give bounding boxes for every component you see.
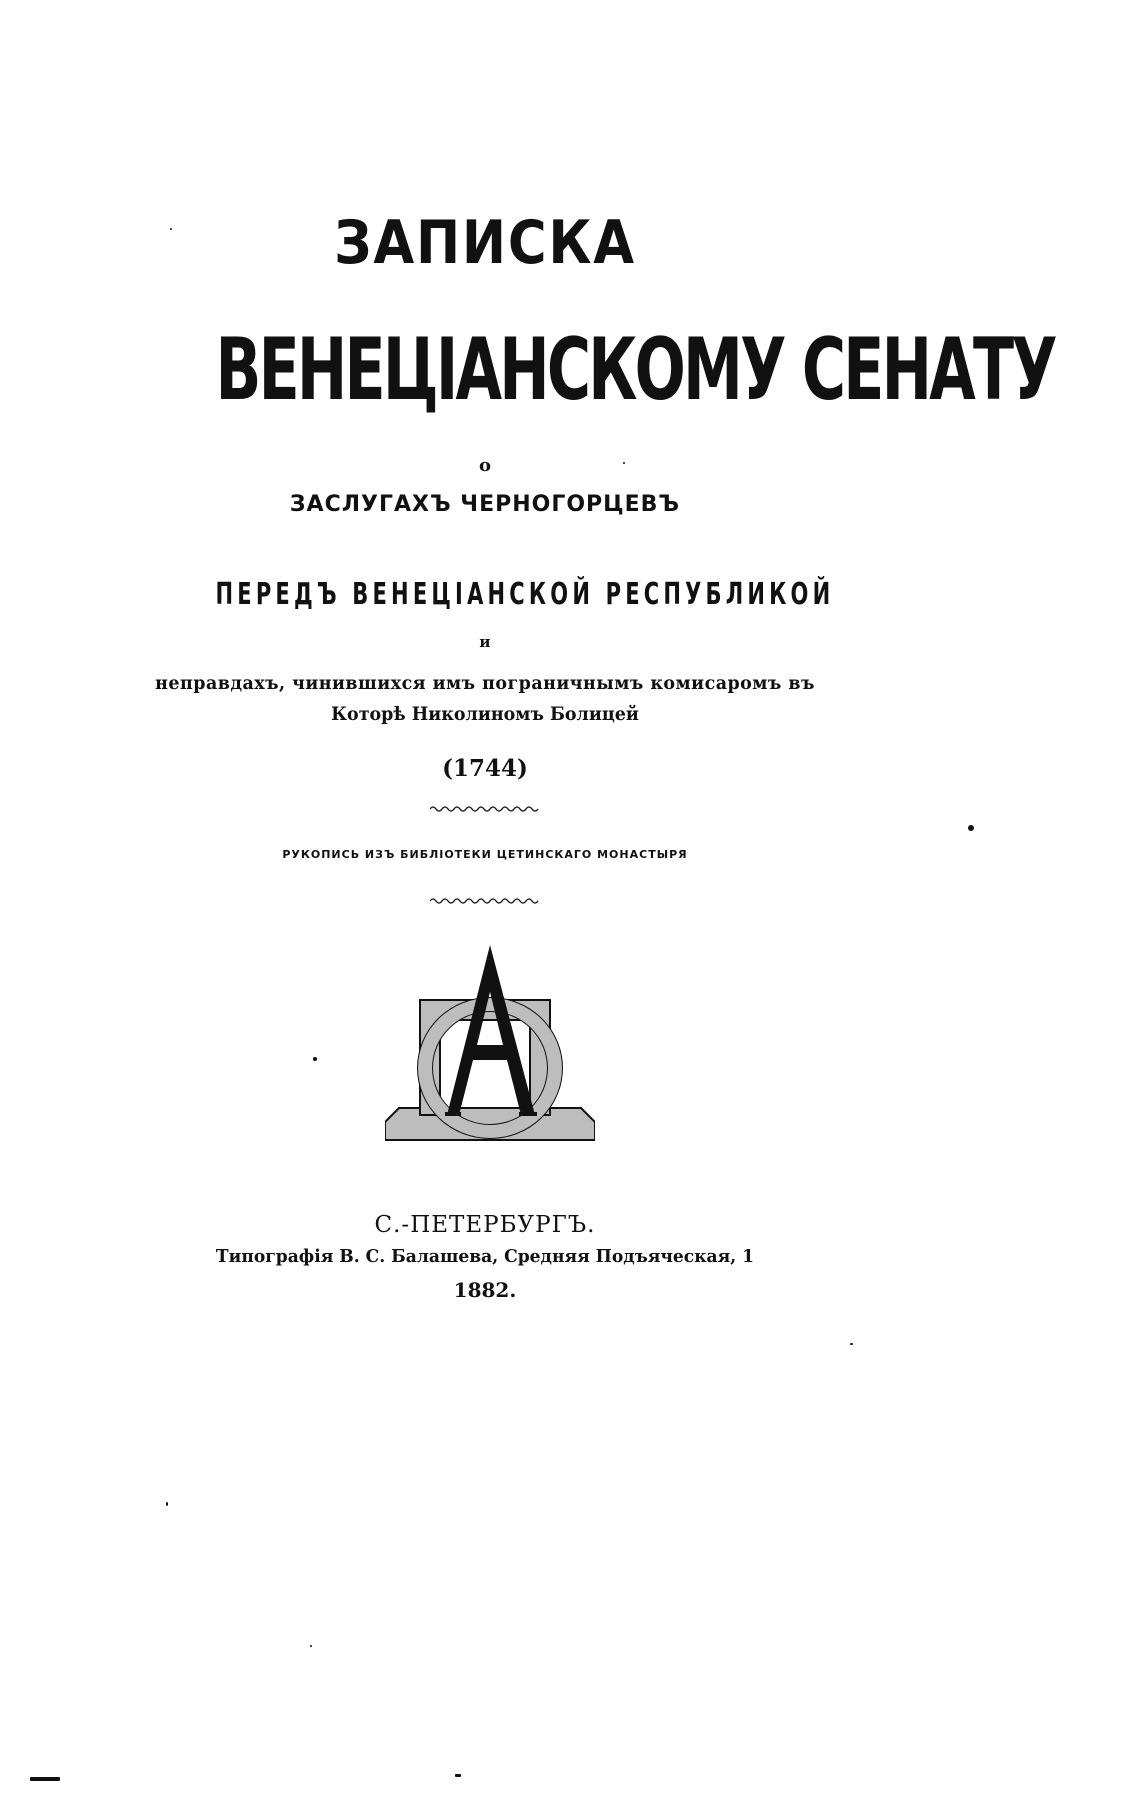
imprint-year: 1882. bbox=[453, 1278, 517, 1302]
connector-i: и bbox=[479, 633, 491, 651]
title-line-1: ЗАПИСКА bbox=[334, 208, 636, 278]
scan-speck bbox=[310, 1645, 312, 1647]
source-note: РУКОПИСЬ ИЗЪ БИБЛІОТЕКИ ЦЕТИНСКАГО МОНАСТЫРЯ bbox=[282, 848, 688, 861]
scan-speck bbox=[313, 1057, 317, 1061]
year: (1744) bbox=[442, 755, 528, 782]
imprint-printer: Типографія В. С. Балашева, Средняя Подъяческая, 1 bbox=[215, 1246, 755, 1267]
scan-speck bbox=[455, 1774, 461, 1777]
scan-speck bbox=[166, 1502, 168, 1506]
wavy-rule-1 bbox=[430, 805, 540, 813]
scan-speck bbox=[850, 1343, 853, 1345]
connector-o: о bbox=[478, 455, 491, 476]
title-line-2: ВЕНЕЦІАНСКОМУ СЕНАТУ bbox=[215, 320, 1055, 420]
wavy-rule-2 bbox=[430, 897, 540, 905]
subtitle-3b: Которѣ Николиномъ Болицей bbox=[331, 703, 639, 725]
scan-speck bbox=[30, 1777, 60, 1781]
subtitle-2: ПЕРЕДЪ ВЕНЕЦІАНСКОЙ РЕСПУБЛИКОЙ bbox=[215, 577, 835, 612]
subtitle-3a: неправдахъ, чинившихся имъ пограничнымъ комисаромъ въ bbox=[155, 672, 815, 694]
monogram-emblem-icon bbox=[385, 940, 595, 1160]
imprint-city: С.-ПЕТЕРБУРГЪ. bbox=[374, 1212, 596, 1238]
scan-speck bbox=[623, 462, 625, 464]
scan-speck bbox=[170, 228, 172, 230]
subtitle-1: ЗАСЛУГАХЪ ЧЕРНОГОРЦЕВЪ bbox=[289, 492, 681, 517]
scan-speck bbox=[968, 825, 974, 831]
